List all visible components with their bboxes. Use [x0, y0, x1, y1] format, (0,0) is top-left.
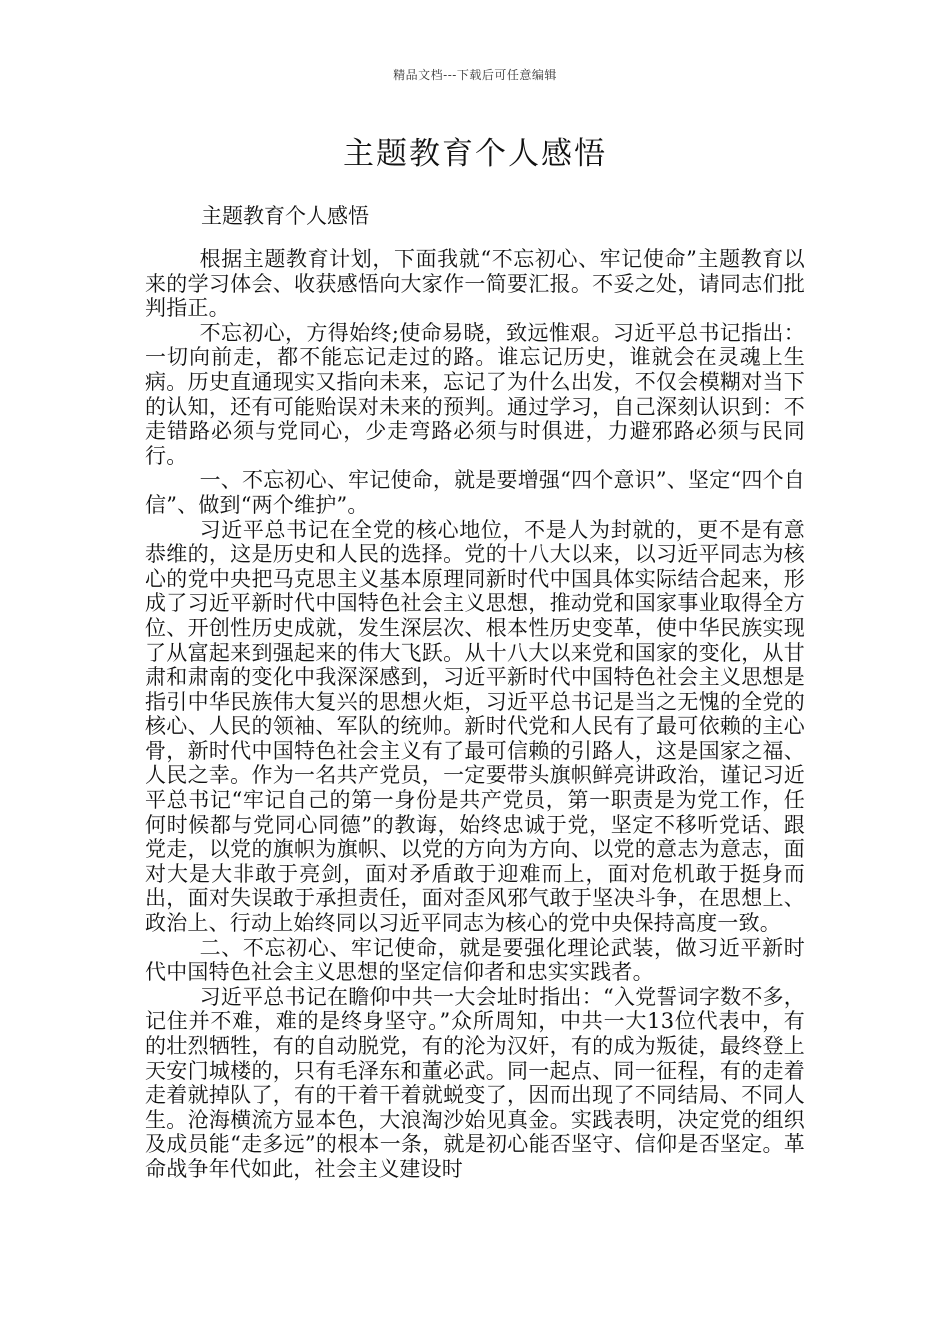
document-subtitle: 主题教育个人感悟 — [201, 204, 369, 228]
paragraph: 根据主题教育计划，下面我就“不忘初心、牢记使命”主题教育以来的学习体会、收获感悟向大家作一简要汇报。不妥之处，请同志们批判指正。 — [145, 247, 805, 321]
paragraph: 习近平总书记在全党的核心地位，不是人为封就的，更不是有意恭维的，这是历史和人民的选择。党的十八大以来，以习近平同志为核心的党中央把马克思主义基本原理同新时代中国具体实际结合起来，形成了习近平新时代中国特色社会主义思想，推动党和国家事业取得全方位、开创性历史成就，发生深层次、根本性历史变革，使中华民族实现了从富起来到强起来的伟大飞跃。从十八大以来党和国家的变化，从甘肃和肃南的变化中我深深感到，习近平新时代中国特色社会主义思想是指引中华民族伟大复兴的思想火炬，习近平总书记是当之无愧的全党的核心、人民的领袖、军队的统帅。新时代党和人民有了最可依赖的主心骨，新时代中国特色社会主义有了最可信赖的引路人，这是国家之福、人民之幸。作为一名共产党员，一定要带头旗帜鲜亮讲政治，谨记习近平总书记“牢记自己的第一身份是共产党员，第一职责是为党工作，任何时候都与党同心同德”的教诲，始终忠诚于党，坚定不移听党话、跟党走，以党的旗帜为旗帜、以党的方向为方向、以党的意志为意志，面对大是大非敢于亮剑，面对矛盾敢于迎难而上，面对危机敢于挺身而出，面对失误敢于承担责任，面对歪风邪气敢于坚决斗争，在思想上、政治上、行动上始终同以习近平同志为核心的党中央保持高度一致。 — [145, 517, 805, 936]
paragraph: 一、不忘初心、牢记使命，就是要增强“四个意识”、坚定“四个自信”、做到“两个维护”。 — [145, 468, 805, 517]
document-title: 主题教育个人感悟 — [343, 136, 607, 172]
header-note: 精品文档---下载后可任意编辑 — [393, 68, 557, 82]
document-body — [145, 247, 805, 1182]
paragraph: 不忘初心，方得始终;使命易晓，致远惟艰。习近平总书记指出：一切向前走，都不能忘记走过的路。谁忘记历史，谁就会在灵魂上生病。历史直通现实又指向未来，忘记了为什么出发，不仅会模糊对当下的认知，还有可能贻误对未来的预判。通过学习，自己深刻认识到：不走错路必须与党同心，少走弯路必须与时俱进，力避邪路必须与民同行。 — [145, 320, 805, 468]
paragraph: 二、不忘初心、牢记使命，就是要强化理论武装，做习近平新时代中国特色社会主义思想的坚定信仰者和忠实实践者。 — [145, 935, 805, 985]
paragraph: 习近平总书记在瞻仰中共一大会址时指出：“入党誓词字数不多，记住并不难，难的是终身坚守。”众所周知，中共一大13位代表中，有的壮烈牺牲，有的自动脱党，有的沦为汉奸，有的成为叛徒，最终登上天安门城楼的，只有毛泽东和董必武。同一起点、同一征程，有的走着走着就掉队了，有的干着干着就蜕变了，因而出现了不同结局、不同人生。沧海横流方显本色，大浪淘沙始见真金。实践表明，决定党的组织及成员能“走多远”的根本一条，就是初心能否坚守、信仰是否坚定。革命战争年代如此，社会主义建设时 — [145, 984, 805, 1181]
